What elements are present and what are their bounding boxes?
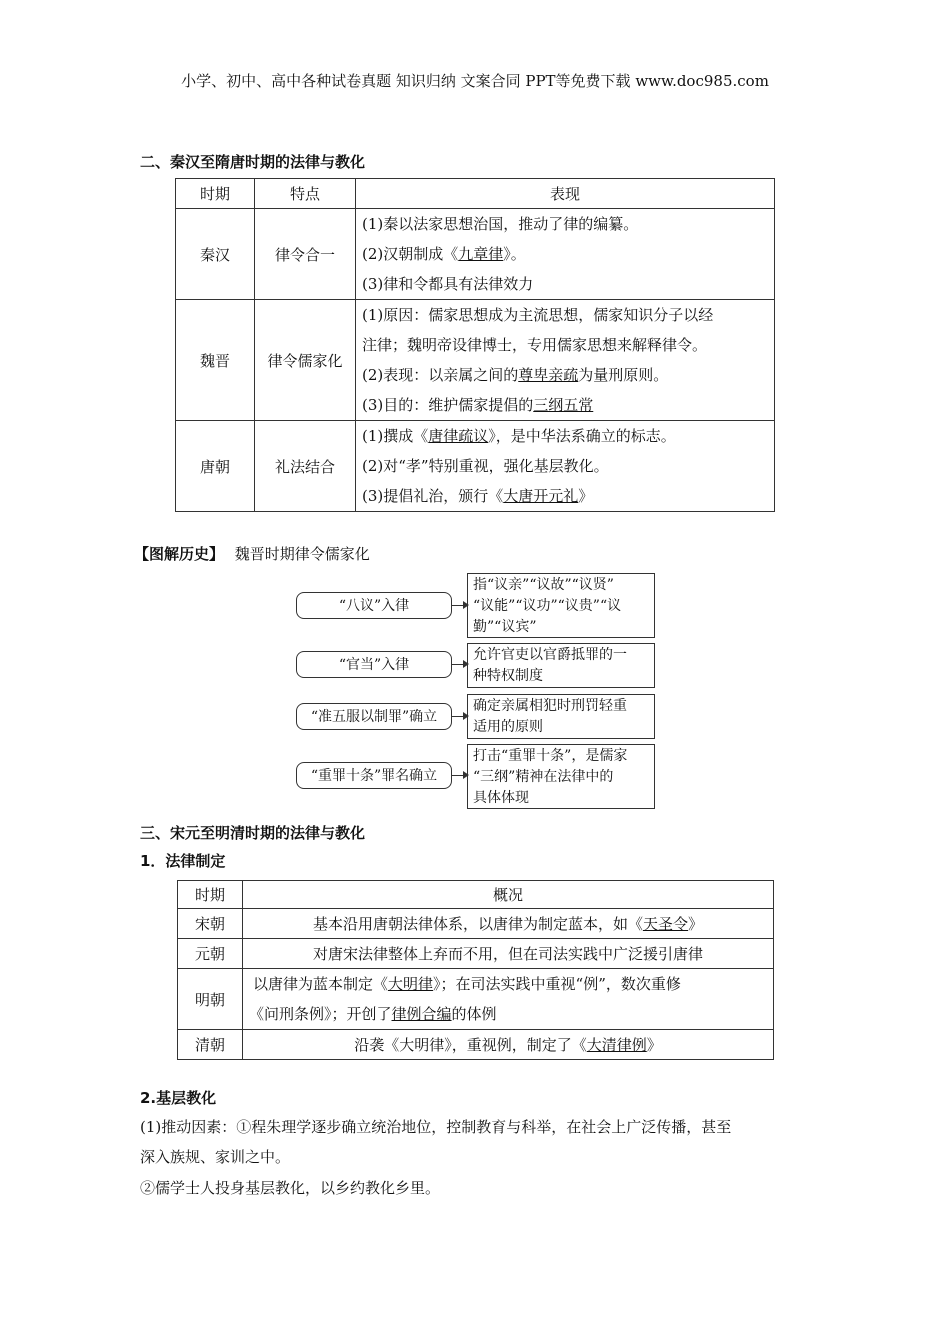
- diagram-label: 【图解历史】: [134, 545, 225, 563]
- paragraph: (1)推动因素：①程朱理学逐步确立统治地位，控制教育与科举，在社会上广泛传播，甚至: [140, 1118, 732, 1136]
- diagram-left-box: “八议”入律: [296, 592, 452, 619]
- arrow-icon: [452, 664, 467, 665]
- underlined-term: 三纲五常: [533, 396, 594, 414]
- page-header: 小学、初中、高中各种试卷真题 知识归纳 文案合同 PPT等免费下载 www.doc985.com: [181, 72, 769, 90]
- diagram-right-box: 确定亲属相犯时刑罚轻重 适用的原则: [467, 694, 655, 739]
- line: (2)表现：以亲属之间的尊卑亲疏为量刑原则。: [362, 366, 669, 384]
- underlined-term: 唐律疏议: [428, 427, 489, 445]
- diagram-left-box: “准五服以制罪”确立: [296, 703, 452, 730]
- period-cell: 元朝: [178, 939, 243, 969]
- section2-title: 二、秦汉至隋唐时期的法律与教化: [140, 153, 366, 171]
- line: (1)原因：儒家思想成为主流思想，儒家知识分子以经: [362, 306, 714, 324]
- table-row: [178, 969, 774, 1030]
- diagram-heading: [134, 543, 370, 564]
- period-cell: 唐朝: [176, 421, 255, 512]
- content-cell: [356, 421, 775, 512]
- content-cell: [356, 300, 775, 421]
- overview-cell: 沿袭《大明律》，重视例，制定了《大清律例》: [243, 1030, 774, 1060]
- subsection1-title: 1．法律制定: [140, 852, 226, 870]
- line: 以唐律为蓝本制定《大明律》；在司法实践中重视“例”，数次重修: [253, 975, 681, 993]
- feature-cell: 律令合一: [255, 209, 356, 300]
- overview-cell: 对唐宋法律整体上弃而不用，但在司法实践中广泛援引唐律: [243, 939, 774, 969]
- overview-cell: 基本沿用唐朝法律体系，以唐律为制定蓝本，如《天圣令》: [243, 909, 774, 939]
- th-period: 时期: [178, 881, 243, 909]
- feature-cell: 礼法结合: [255, 421, 356, 512]
- table-row: [176, 421, 775, 512]
- underlined-term: 九章律: [458, 245, 504, 263]
- underlined-term: 大唐开元礼: [503, 487, 579, 505]
- diagram-right-box: 打击“重罪十条”，是儒家 “三纲”精神在法律中的 具体体现: [467, 744, 655, 809]
- arrow-icon: [452, 605, 467, 606]
- table-row: [176, 300, 775, 421]
- th-content: 表现: [356, 179, 775, 209]
- diagram-right-box: 允许官吏以官爵抵罪的一 种特权制度: [467, 643, 655, 688]
- underlined-term: 尊卑亲疏: [518, 366, 579, 384]
- table-qin-tang: [175, 178, 775, 512]
- subsection2-title: 2.基层教化: [140, 1089, 217, 1107]
- th-period: 时期: [176, 179, 255, 209]
- underlined-term: 天圣令: [642, 915, 688, 933]
- line: (1)撰成《唐律疏议》，是中华法系确立的标志。: [362, 427, 676, 445]
- line: 注律；魏明帝设律博士，专用儒家思想来解释律令。: [362, 336, 708, 354]
- overview-cell: [243, 969, 774, 1030]
- arrow-icon: [452, 716, 467, 717]
- diagram-title: 魏晋时期律令儒家化: [234, 545, 370, 563]
- section3-title: 三、宋元至明清时期的法律与教化: [140, 824, 366, 842]
- diagram-left-box: “官当”入律: [296, 651, 452, 678]
- line: (3)目的：维护儒家提倡的三纲五常: [362, 396, 594, 414]
- line: (3)提倡礼治，颁行《大唐开元礼》: [362, 487, 594, 505]
- period-cell: 魏晋: [176, 300, 255, 421]
- period-cell: 明朝: [178, 969, 243, 1030]
- line: (2)汉朝制成《九章律》。: [362, 245, 526, 263]
- line: (2)对“孝”特别重视，强化基层教化。: [362, 457, 609, 475]
- diagram-left-box: “重罪十条”罪名确立: [296, 762, 452, 789]
- table-row: [178, 909, 774, 939]
- table-song-qing: [177, 880, 774, 1060]
- table-row: [178, 1030, 774, 1060]
- period-cell: 清朝: [178, 1030, 243, 1060]
- line: (1)秦以法家思想治国，推动了律的编纂。: [362, 215, 639, 233]
- underlined-term: 律例合编: [391, 1005, 452, 1023]
- underlined-term: 大清律例: [586, 1036, 647, 1054]
- feature-cell: 律令儒家化: [255, 300, 356, 421]
- content-cell: [356, 209, 775, 300]
- table-row: [176, 209, 775, 300]
- paragraph: 深入族规、家训之中。: [140, 1148, 291, 1166]
- th-overview: 概况: [243, 881, 774, 909]
- period-cell: 宋朝: [178, 909, 243, 939]
- line: (3)律和令都具有法律效力: [362, 275, 534, 293]
- period-cell: 秦汉: [176, 209, 255, 300]
- line: 《问刑条例》；开创了律例合编的体例: [249, 1005, 497, 1023]
- table-row: [178, 939, 774, 969]
- th-feature: 特点: [255, 179, 356, 209]
- arrow-icon: [452, 775, 467, 776]
- paragraph: ②儒学士人投身基层教化，以乡约教化乡里。: [140, 1179, 441, 1197]
- underlined-term: 大明律: [388, 975, 434, 993]
- diagram-right-box: 指“议亲”“议故”“议贤” “议能”“议功”“议贵”“议 勤”“议宾”: [467, 573, 655, 638]
